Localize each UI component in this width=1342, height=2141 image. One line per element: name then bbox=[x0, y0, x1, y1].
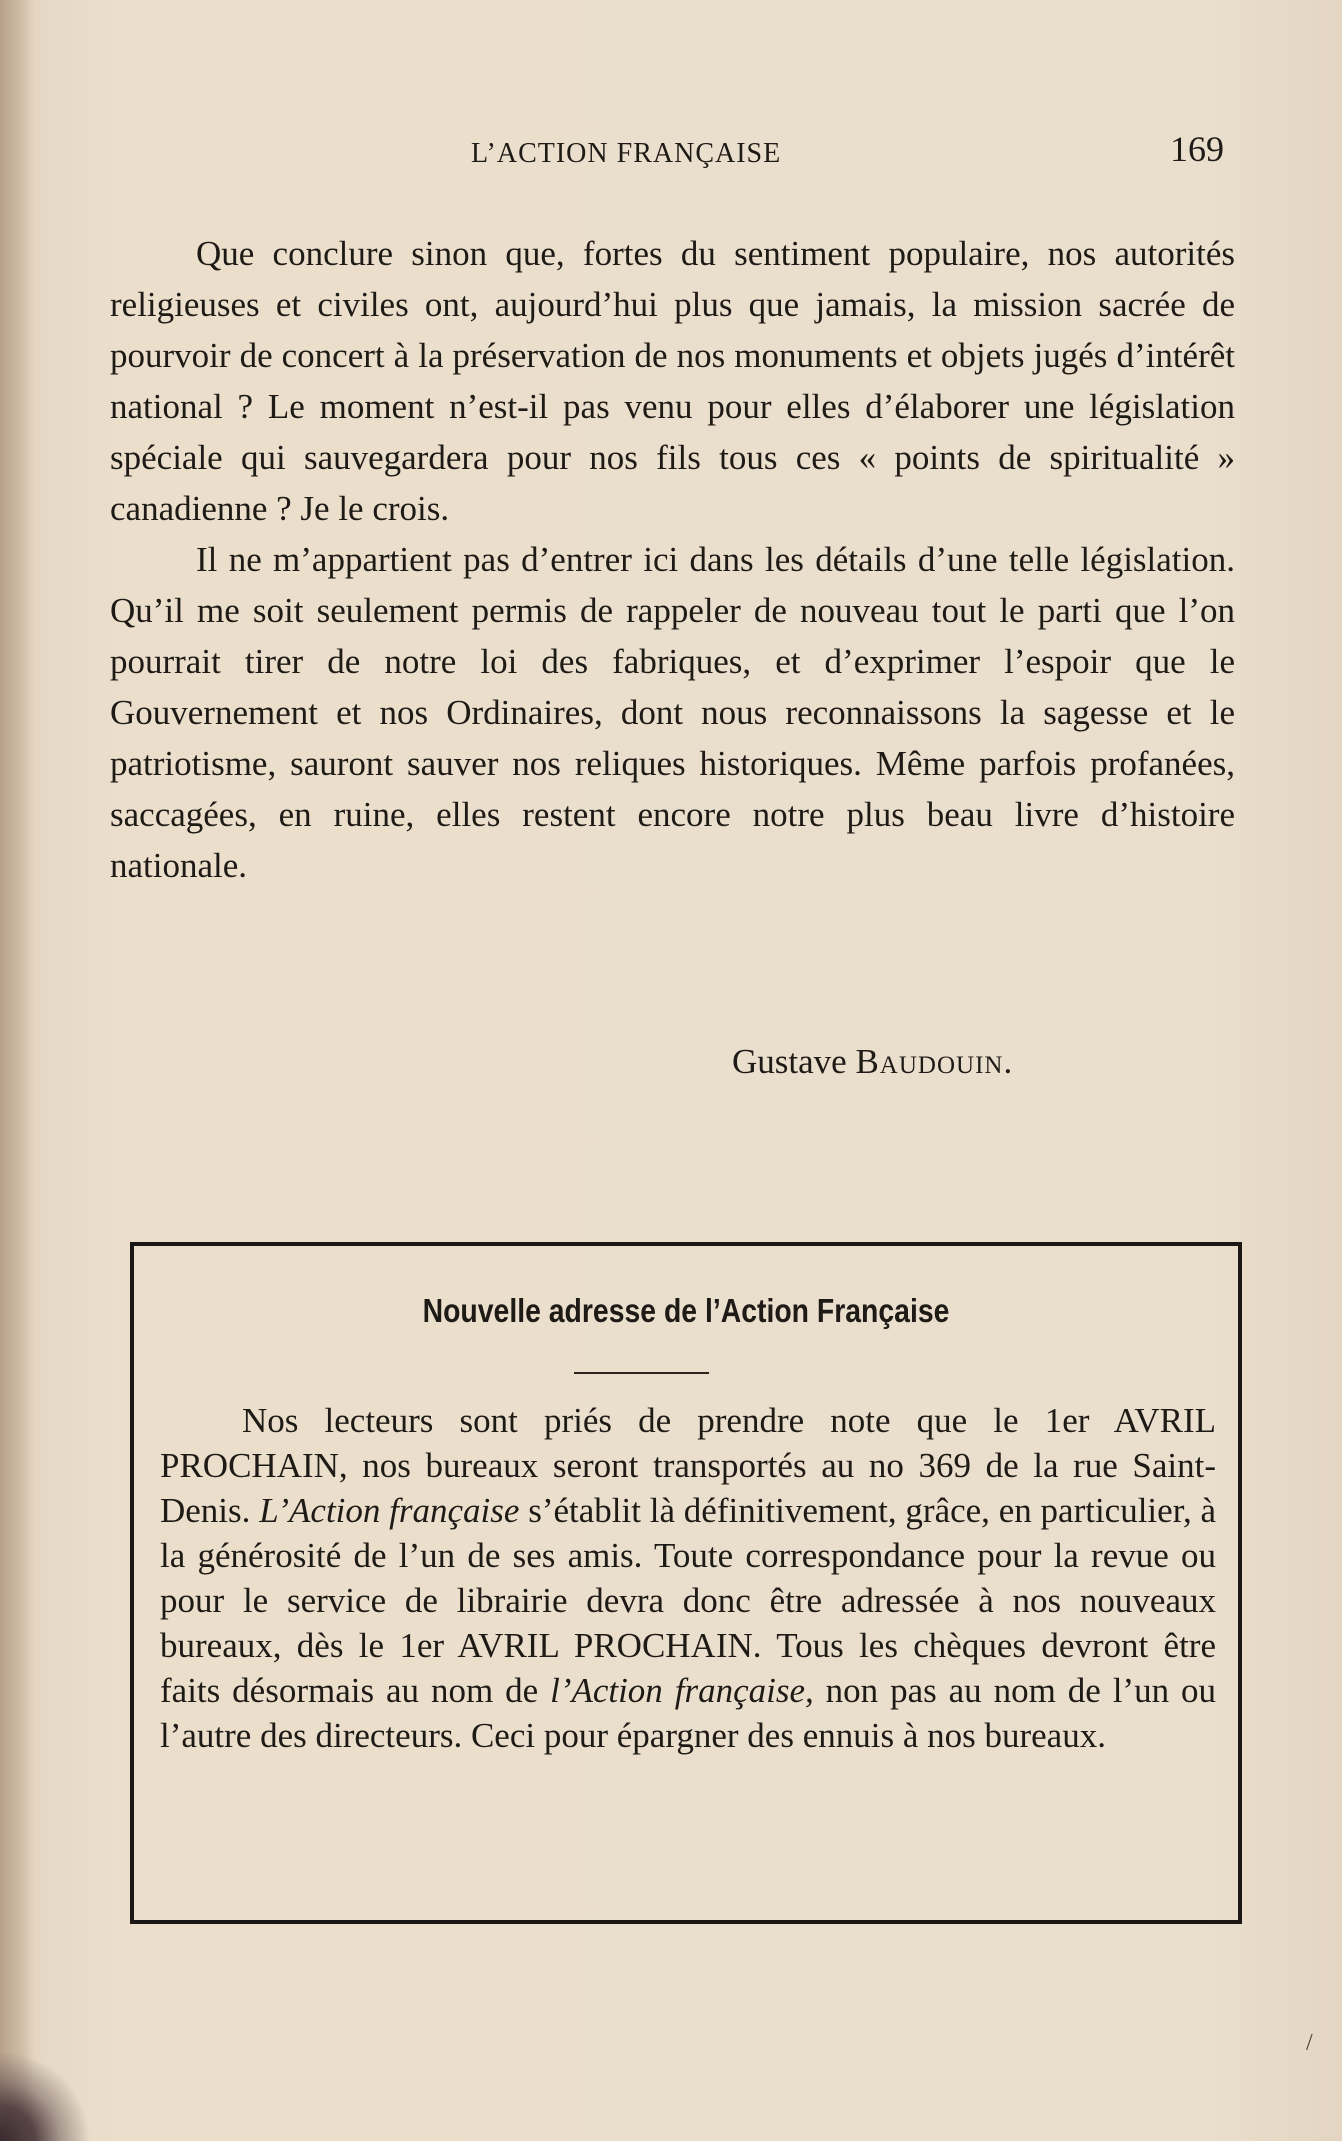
notice-text-part-1: Nos lecteurs sont priés de prendre note que le 1er AVRIL PROCHAIN, nos bureaux seront transportés au no 369 de la rue Saint-Denis. bbox=[160, 1401, 1216, 1530]
binding-shadow bbox=[0, 0, 34, 2141]
notice-title: Nouvelle adresse de l’Action Française bbox=[422, 1292, 950, 1329]
notice-paragraph bbox=[160, 1398, 1216, 1758]
page-header bbox=[120, 128, 1224, 178]
corner-shadow bbox=[0, 2021, 90, 2141]
running-head: L’ACTION FRANÇAISE bbox=[471, 138, 782, 169]
notice-divider bbox=[574, 1372, 709, 1374]
page-number: 169 bbox=[1170, 129, 1224, 169]
notice-text-part-3: non pas au nom de l’un ou l’autre des directeurs. Ceci pour épargner des ennuis à nos bureaux. bbox=[160, 1671, 1216, 1755]
author-signature bbox=[732, 1042, 1013, 1082]
author-surname: Baudouin. bbox=[855, 1042, 1014, 1081]
notice-italic-title-2: l’Action française, bbox=[550, 1671, 814, 1710]
paragraph-1: Que conclure sinon que, fortes du sentiment populaire, nos autorités religieuses et civiles ont, aujourd’hui plus que jamais, la mission sacrée de pourvoir de concert à la préservation de nos monuments et objets jugés d’intérêt national ? Le moment n’est-il pas venu pour elles d’élaborer une législation spéciale qui sauvegardera pour nos fils tous ces « points de spiritualité » canadienne ? Je le crois. bbox=[110, 234, 1235, 528]
author-first-name: Gustave bbox=[732, 1042, 856, 1081]
main-text bbox=[110, 228, 1235, 891]
notice-italic-title-1: L’Action française bbox=[259, 1491, 520, 1530]
notice-box bbox=[130, 1242, 1242, 1924]
notice-text bbox=[160, 1398, 1216, 1758]
paragraph-2: Il ne m’appartient pas d’entrer ici dans les détails d’une telle législation. Qu’il me soit seulement permis de rappeler de nouveau tout le parti que l’on pourrait tirer de notre loi des fabriques, et d’exprimer l’espoir que le Gouvernement et nos Ordinaires, dont nous reconnaissons la sagesse et le patriotisme, sauront sauver nos reliques historiques. Même parfois profanées, saccagées, en ruine, elles restent encore notre plus beau livre d’histoire nationale. bbox=[110, 540, 1235, 885]
stray-mark: / bbox=[1306, 2030, 1313, 2056]
notice-text-part-2: s’établit là définitivement, grâce, en particulier, à la générosité de l’un de ses amis. Toute correspondance pour la revue ou pour le service de librairie devra donc être adressée à nos nouveaux bureaux, dès le 1er AVRIL PROCHAIN. Tous les chèques devront être faits désormais au nom de bbox=[160, 1491, 1217, 1710]
